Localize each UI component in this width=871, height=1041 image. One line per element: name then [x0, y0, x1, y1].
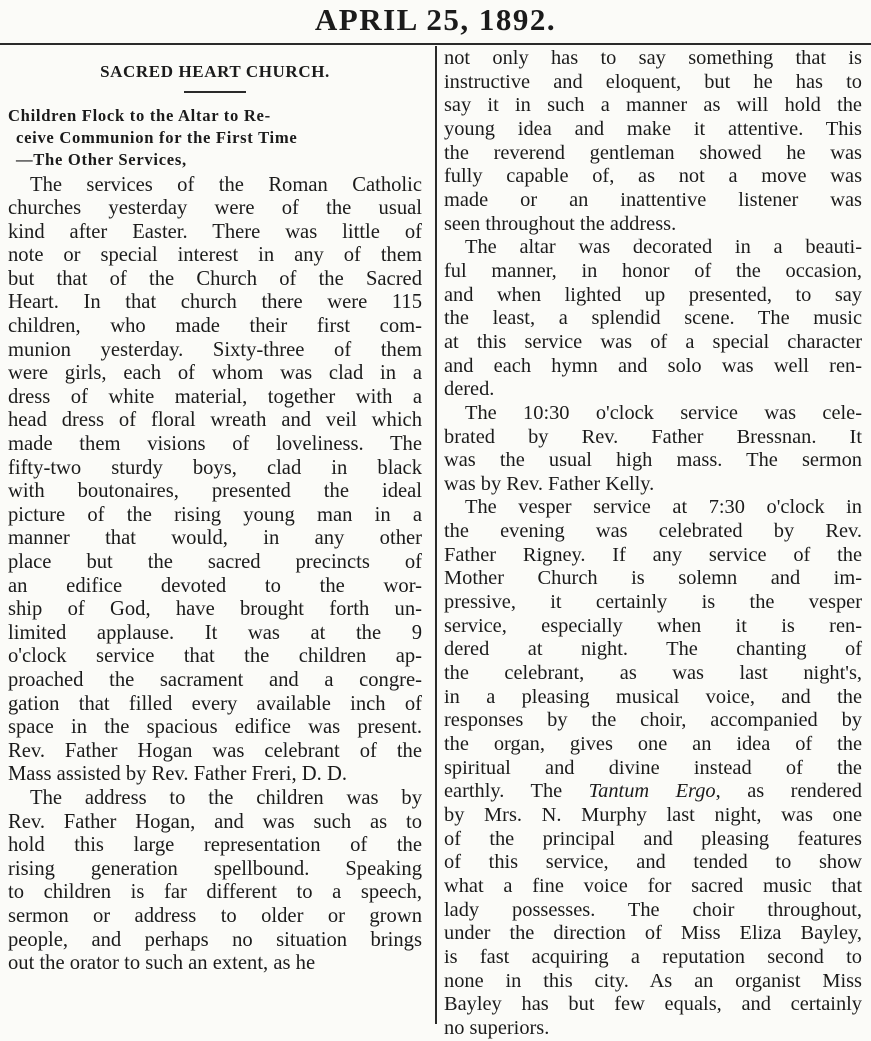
- article-line: Mother Church is solemn and im-: [444, 567, 862, 590]
- article-line: sermon or address to older or grown: [8, 904, 422, 927]
- article-line: dered.: [444, 378, 495, 401]
- article-line: Bayley has but few equals, and certainly: [444, 993, 862, 1016]
- article-line: to children is far different to a speech,: [8, 881, 422, 904]
- article-line: is fast acquiring a reputation second to: [444, 945, 862, 968]
- article-line: no superiors.: [444, 1016, 550, 1039]
- article-line: in a pleasing musical voice, and the: [444, 685, 862, 708]
- article-line: made them visions of loveliness. The: [8, 433, 422, 456]
- article-line: spiritual and divine instead of the: [444, 756, 862, 779]
- article-line: Father Rigney. If any service of the: [444, 543, 862, 566]
- column-divider: [435, 46, 437, 1024]
- article-line: responses by the choir, accompanied by: [444, 709, 862, 732]
- article-line: of this service, and tended to show: [444, 851, 862, 874]
- article-line: gation that filled every available inch of: [8, 692, 422, 715]
- article-line: the organ, gives one an idea of the: [444, 733, 862, 756]
- article-line: out the orator to such an extent, as he: [8, 952, 316, 975]
- article-line: note or special interest in any of them: [8, 244, 422, 267]
- article-line: young idea and make it attentive. This: [444, 117, 862, 140]
- subhead-line: ceive Communion for the First Time: [16, 127, 298, 147]
- article-line: The vesper service at 7:30 o'clock in: [465, 496, 862, 519]
- article-line: Rev. Father Hogan was celebrant of the: [8, 739, 422, 762]
- article-line: the least, a splendid scene. The music: [444, 307, 862, 330]
- top-rule: [0, 43, 871, 45]
- article-line: dress of white material, together with a: [8, 385, 422, 408]
- article-line: the reverend gentleman showed he was: [444, 141, 862, 164]
- article-line: service, especially when it is ren-: [444, 614, 862, 637]
- article-line: churches yesterday were of the usual: [8, 197, 422, 220]
- article-line: an edifice devoted to the wor-: [8, 574, 422, 597]
- article-line: dered at night. The chanting of: [444, 638, 862, 661]
- article-headline: SACRED HEART CHURCH.: [100, 62, 330, 81]
- article-line: at this service was of a special character: [444, 330, 862, 353]
- article-line: The services of the Roman Catholic: [30, 173, 422, 196]
- article-line: kind after Easter. There was little of: [8, 220, 422, 243]
- article-line: the evening was celebrated by Rev.: [444, 520, 862, 543]
- article-line: of the principal and pleasing features: [444, 827, 862, 850]
- article-line: lady possesses. The choir throughout,: [444, 898, 862, 921]
- article-line: was the usual high mass. The sermon: [444, 449, 862, 472]
- article-line: not only has to say something that is: [444, 47, 862, 69]
- article-line: space in the spacious edifice was present.: [8, 716, 422, 739]
- right-column: [444, 47, 862, 1041]
- article-line: but that of the Church of the Sacred: [8, 267, 422, 290]
- dateline: APRIL 25, 1892.: [314, 2, 557, 37]
- article-line: seen throughout the address.: [444, 212, 677, 235]
- article-line: say it in such a manner as will hold the: [444, 94, 862, 117]
- article-line: ship of God, have brought forth un-: [8, 598, 422, 621]
- article-line: hold this large representation of the: [8, 834, 422, 857]
- italic-title: Tantum Ergo: [588, 780, 716, 803]
- article-line: made or an inattentive listener was: [444, 188, 862, 211]
- article-line: brated by Rev. Father Bressnan. It: [444, 425, 862, 448]
- headline-rule: [184, 91, 246, 93]
- article-subhead: [8, 105, 422, 171]
- article-line: under the direction of Miss Eliza Bayley,: [444, 922, 862, 945]
- article-line: and each hymn and solo was well ren-: [444, 354, 862, 377]
- subhead-line: Children Flock to the Altar to Re-: [8, 105, 271, 125]
- article-line: Rev. Father Hogan, and was such as to: [8, 810, 422, 833]
- article-line: The altar was decorated in a beauti-: [465, 236, 862, 259]
- article-line: rising generation spellbound. Speaking: [8, 857, 422, 880]
- article-line: fifty-two sturdy boys, clad in black: [8, 456, 422, 479]
- article-line: o'clock service that the children ap-: [8, 645, 422, 668]
- article-line: and when lighted up presented, to say: [444, 283, 862, 306]
- article-line: limited applause. It was at the 9: [8, 621, 422, 644]
- article-line: picture of the rising young man in a: [8, 503, 422, 526]
- article-line: people, and perhaps no situation brings: [8, 928, 422, 951]
- article-line: ful manner, in honor of the occasion,: [444, 259, 862, 282]
- article-line: instructive and eloquent, but he has to: [444, 70, 862, 93]
- article-line: manner that would, in any other: [8, 527, 422, 550]
- article-line: the celebrant, as was last night's,: [444, 662, 862, 685]
- subhead-line: —The Other Services,: [16, 149, 187, 169]
- article-line: pressive, it certainly is the vesper: [444, 591, 862, 614]
- article-line: Heart. In that church there were 115: [8, 291, 422, 314]
- article-line: head dress of floral wreath and veil which: [8, 409, 422, 432]
- article-line: none in this city. As an organist Miss: [444, 969, 862, 992]
- article-line: fully capable of, as not a move was: [444, 165, 862, 188]
- article-line: with boutonaires, presented the ideal: [8, 480, 422, 503]
- right-body-text: [444, 47, 862, 1041]
- article-line: was by Rev. Father Kelly.: [444, 472, 655, 495]
- left-column: [8, 49, 422, 976]
- article-line: by Mrs. N. Murphy last night, was one: [444, 804, 862, 826]
- article-line: were girls, each of whom was clad in a: [8, 362, 422, 385]
- article-line: Mass assisted by Rev. Father Freri, D. D.: [8, 763, 347, 786]
- article-line: what a fine voice for sacred music that: [444, 874, 862, 897]
- article-line: proached the sacrament and a congre-: [8, 668, 422, 691]
- article-line: The address to the children was by: [30, 786, 422, 809]
- article-line: earthly. The Tantum Ergo, as rendered: [444, 780, 862, 803]
- article-line: The 10:30 o'clock service was cele-: [465, 401, 862, 424]
- article-line: children, who made their first com-: [8, 315, 422, 338]
- article-line: place but the sacred precincts of: [8, 551, 422, 573]
- left-body-text: [8, 174, 422, 976]
- article-line: munion yesterday. Sixty-three of them: [8, 338, 422, 361]
